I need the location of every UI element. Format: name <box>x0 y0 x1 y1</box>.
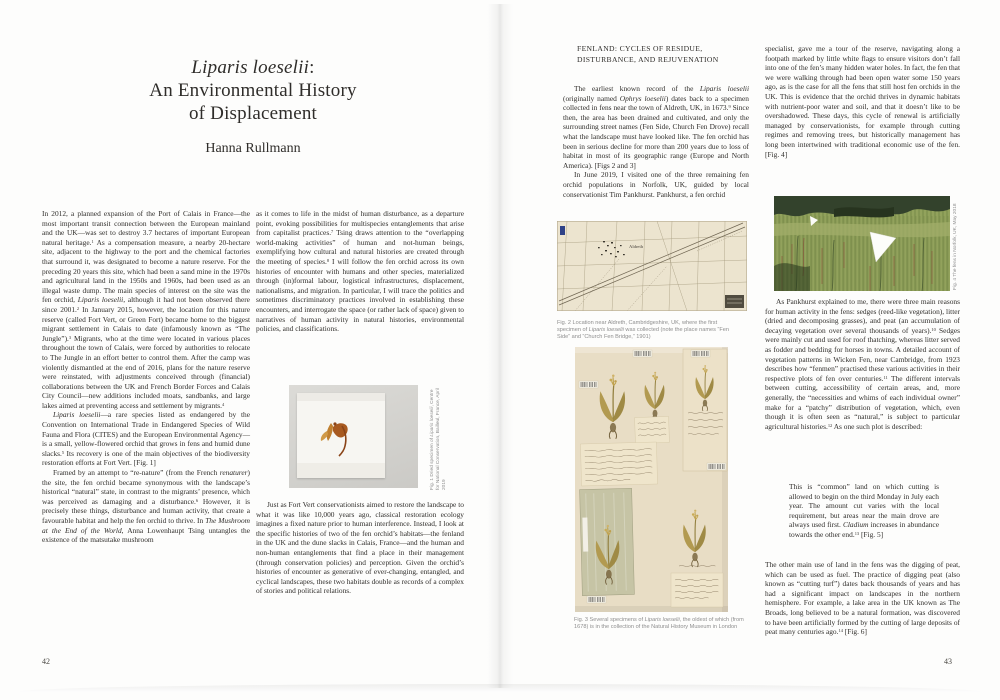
right-page-column-2-top <box>765 44 960 159</box>
figure-2-historic-map-image <box>557 221 747 311</box>
author-name: Hanna Rullmann <box>205 141 301 156</box>
section-heading-line-2: DISTURBANCE, AND REJUVENATION <box>577 54 719 64</box>
article-title-line-2: An Environmental History <box>149 80 357 101</box>
paragraph: In 2012, a planned expansion of the Port of Calais in France—the most important transit connection between the European mainland and the UK—was set to destroy 3.7 hectares of important European natural heritage.$^1$ As a compensation measure, a nearby 20-hectare site, adjacent to the highway to the port and the chemical factories that surround it, was designated to become a nature reserve. For the preceding 20 years this site, which had been a sand mine in the 1970s and agricultural land in the 1950s and 1960s, had been used as an illegal waste dump. The main species of interest on the site was the fen orchid, Liparis loeselii, although it had not been observed there since 2001.$^2$ In January 2015, however, the location for this nature reserve (called Fort Vert, or Green Fort) became home to the biggest migrant settlement in Calais to date (infamously known as “The Jungle”).$^3$ Migrants, who at the time were located in various places throughout the town of Calais, were forced by authorities to relocate to The Jungle in an effort better to control them. After the camp was violently dismantled at the end of 2016, plans for the nature reserve were reinstated, with adjustments conceived through (financial) collaborations between the UK and French Border Forces and Calais City Council—new additions included moats, sandbanks, and large lakes aimed at preventing access and settlement by migrants.$^4$ <box>42 209 251 410</box>
paragraph: Just as Fort Vert conservationists aimed to restore the landscape to what it was like 10,000 years ago, classical restoration ecology imagines a fixed nature prior to human interference. Instead, I look at the specific histories of two of the fen orchid’s habitats—the fenland in the UK and the dune slacks in Calais, France—and the human and non-human entanglements that find a place in their management (through conservation policies) and perception. Given the orchid’s histories of encounter as generative of ever-changing, entangled, and cyclical landscapes, these two habitats double as records of a complex of stories and political relations. <box>256 500 464 596</box>
paragraph: as it comes to life in the midst of human disturbance, as a departure point, evoking possibilities for multispecies entanglements that arise from capitalist practices.$^7$ Tsing draws attention to the “overlapping world-making activities” of human and not-human beings, exemplifying how cultural and natural histories are created through the meeting of species.$^8$ I will follow the fen orchid across its own histories of encounter with humans and other species, materialized through (in)formal labour, logistical infrastructures, displacement, nationalisms, and migration. In particular, I will trace the politics and sometimes discriminatory practices involved in establishing these encounters, and interrogate the space (or rather lack of space) given to narratives of human activity in natural histories, environmental policies, and classifications. <box>256 209 464 334</box>
book-gutter-shadow <box>487 4 513 688</box>
article-header <box>42 56 464 158</box>
article-title-line-1 <box>42 56 464 79</box>
dried-orchid-drawing <box>297 393 385 478</box>
right-page-column-2-middle <box>765 297 960 431</box>
article-title-line-3: of Displacement <box>188 103 318 124</box>
section-heading <box>563 44 753 65</box>
section-heading-line-1: FENLAND: CYCLES OF RESIDUE, <box>577 44 703 53</box>
page-bottom-edge-shadow <box>18 684 982 692</box>
quote-paragraph: This is “common” land on which cutting is allowed to begin on the third Monday in July each year. The amount cut varies with the local requirement, but areas near the main drove are always used first. Cladium increases in abundance towards the other end.$^{13}$ [Fig. 5] <box>789 482 939 539</box>
page-number-left: 42 <box>42 657 50 666</box>
map-legend-marker <box>560 226 565 235</box>
figure-3-caption: Fig. 3 Several specimens of Liparis loeselii, the oldest of which (from 1678) is in the collection of the Natural History Museum in London <box>574 617 744 631</box>
title-colon: : <box>309 57 315 78</box>
figure-4-fen-photo <box>774 196 950 291</box>
paragraph: In June 2019, I visited one of the three remaining fen orchid populations in Norfolk, UK, guided by local conservationist Tim Pankhurst. Pankhurst, a fen orchid <box>563 170 749 199</box>
figure-2-caption: Fig. 2 Location near Aldreth, Cambridgeshire, UK, where the first specimen of Liparis loeselii was collected (note the place names “Fen Side” and “Church Fen Bridge,” 1901) <box>557 320 729 341</box>
species-name-italic: Liparis loeselii <box>191 57 310 78</box>
paragraph: Framed by an attempt to “re-nature” (from the French renaturer) the site, the fen orchid became synonymous with the landscape’s historical “natural” state, in contrast to the migrants’ presence, which was perceived as damaging and a disturbance.$^6$ However, it is precisely these things, disturbance and human activity, that create a favourable habitat and help the fen orchid to thrive. In The Mushroom at the End of the World, Anna Lowenhaupt Tsing untangles the existence of the matsutake mushroom <box>42 468 251 545</box>
paragraph: The earliest known record of the Liparis loeselii (originally named Ophrys loeselii) dates back to a specimen collected in fens near the town of Aldreth, UK, in 1673.$^9$ Since then, the area has been drained and cultivated, and only the surrounding street names (Fen Side, Church Fen Drove) recall what the landscape must have looked like. The fen orchid has been in serious decline for more than 200 years due to loss of habitat in most of its geographic range (Europe and North America). [Figs 2 and 3] <box>563 84 750 170</box>
figure-1-caption: Fig. 1 Dried specimen of Liparis loeselii, Centre for National Conservation, Bailleul, France, April 2019 <box>430 388 448 490</box>
page-number-right: 43 <box>944 657 952 666</box>
figure-3-herbarium-specimens-image <box>575 347 728 612</box>
map-label-aldreth: Aldreth <box>629 244 644 249</box>
right-page-column-2-bottom <box>765 560 960 637</box>
block-quote <box>789 482 939 540</box>
right-page-column-1 <box>563 84 749 199</box>
specimen-slide <box>297 393 385 478</box>
figure-4-caption: Fig. 4 The fens in Norfolk, UK, May 2018 <box>953 203 958 290</box>
paragraph: Liparis loeselii—a rare species listed as endangered by the Convention on International Trade in Endangered Species of Wild Fauna and Flora (CITES) and the European Environmental Agency—is a small, yellow-flowered orchid that grows in fens and humid dune slacks.$^5$ Its recovery is one of the main objectives of the biodiversity restoration efforts at Fort Vert. [Fig. 1] <box>42 410 251 468</box>
paragraph: specialist, gave me a tour of the reserve, navigating along a footpath marked by little white flags to ensure visitors don’t fall into one of the fen’s many hidden water holes. In fact, the fen that we were walking through had been open water some 150 years ago, as is the case for all the fens that still host fen orchids in the UK. This is evidence that the orchid thrives in dynamic habitats with nutrient-poor water and soil, and that it doesn’t like to be overshadowed. These days, this cycle of renewal is artificially managed by conservationists, for example through cutting regimes and removing trees, but historically management has long been intertwined with traditional economic use of the fen. [Fig. 4] <box>765 44 960 159</box>
paragraph: The other main use of land in the fens was the digging of peat, which can be used as fuel. The practice of digging peat (also known as “cutting turf”) dates back thousands of years and has had a significant impact on landscapes in the northern hemisphere. For example, a lake area in the UK known as The Broads, long believed to be a natural formation, was discovered to have been artificially formed by the cutting of large deposits of peat many centuries ago.$^{14}$ [Fig. 6] <box>765 560 960 637</box>
map-scale-box <box>725 295 744 308</box>
left-page-column-2-top <box>256 209 464 334</box>
paragraph: As Pankhurst explained to me, there were three main reasons for human activity in the fens: sedges (reed-like vegetation), litter (dried and decomposing grasses), and peat (an accumulation of decaying vegetation over several thousands of years).$^{10}$ Sedges were mainly cut and used for roof thatching, whereas litter served as fodder and bedding for horses in towns. A detailed account of vegetation patterns in Wicken Fen, near Cambridge, from 1923 describes how “fenmen” practised these various activities in their respective plots of fen over centuries.$^{11}$ The different intervals between cutting, accessibility of certain areas, and, more generally, the “necessities and whims of each individual owner” make for a “patchy” distribution of vegetation, which, even though it is often seen as “natural,” is subject to particular agricultural histories.$^{12}$ As one such plot is described: <box>765 297 960 431</box>
left-page-column-1 <box>42 209 250 545</box>
left-page-column-2-bottom <box>256 500 464 596</box>
figure-1-dried-specimen-photo <box>289 385 418 488</box>
